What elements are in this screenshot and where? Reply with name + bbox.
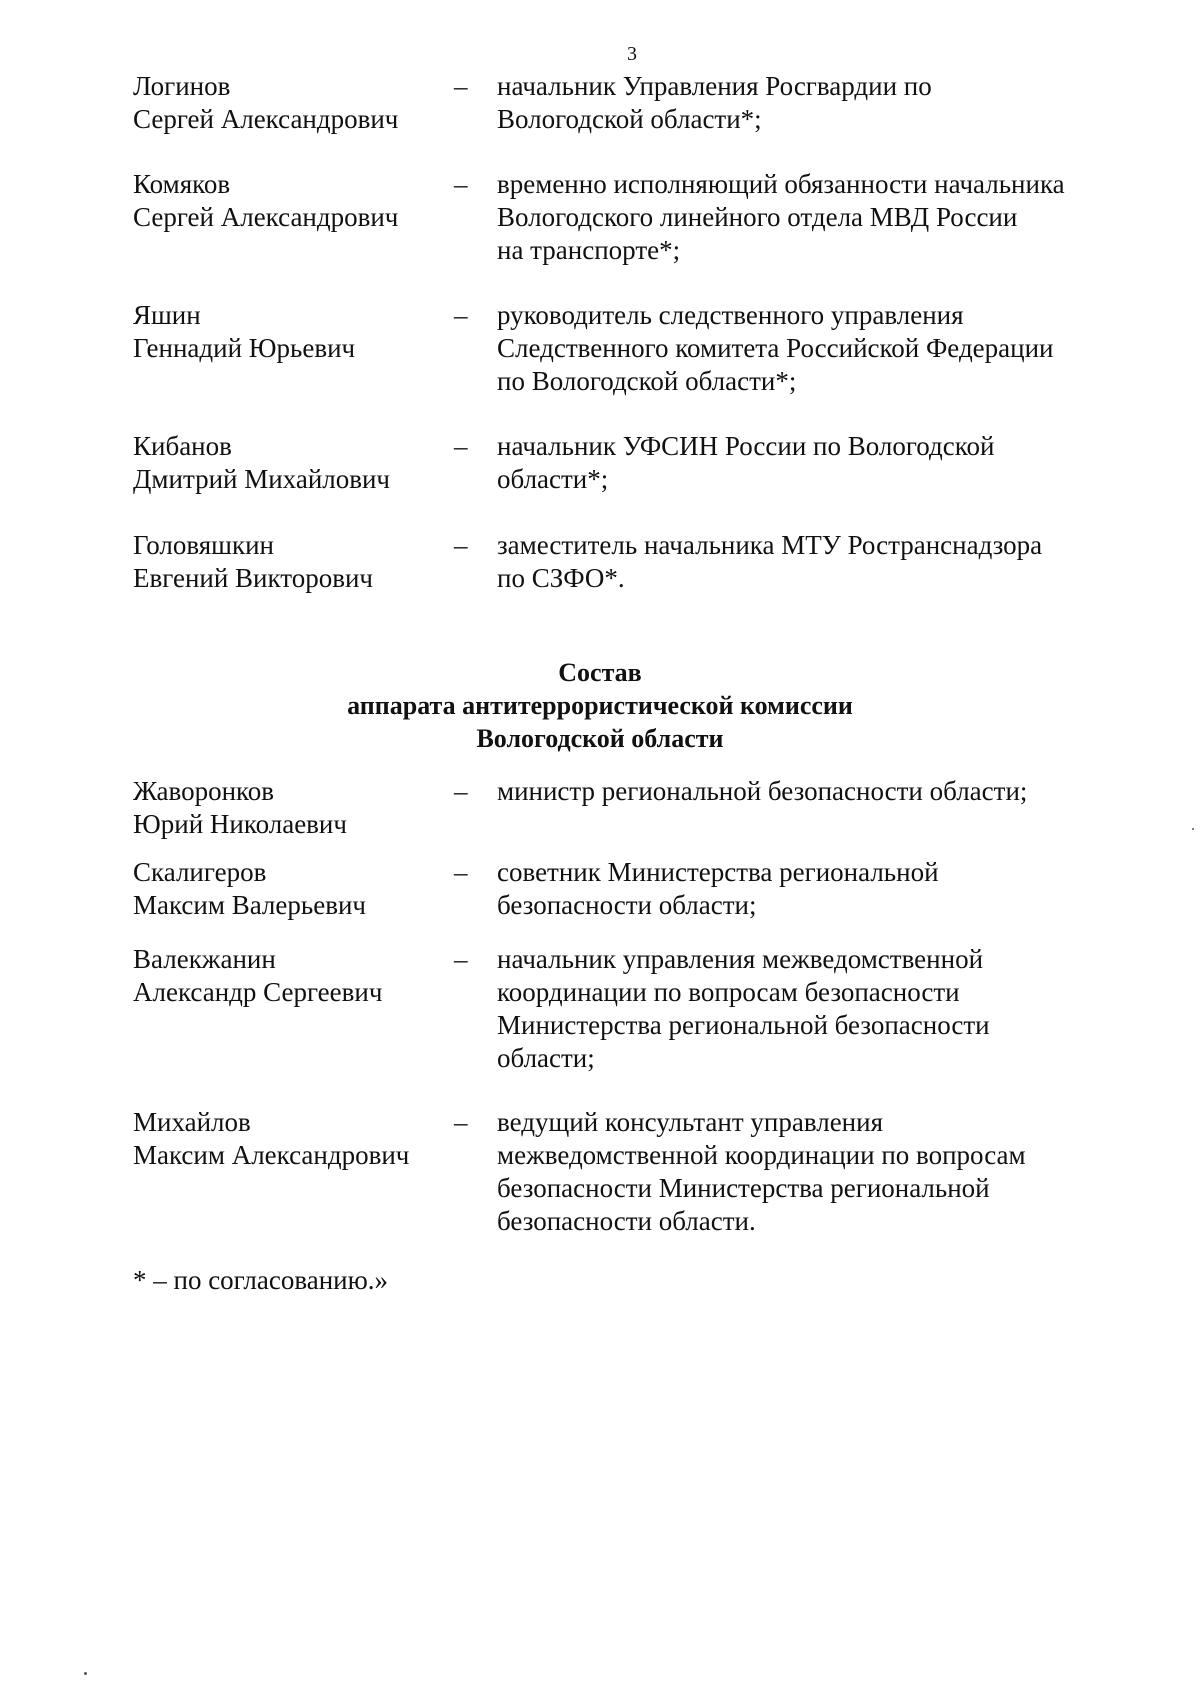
member-role: министр региональной безопасности области; <box>497 776 1028 806</box>
section-heading: Состав аппарата антитеррористической комиссии Вологодской области <box>347 658 853 753</box>
member-name: Михайлов Максим Александрович <box>133 1107 410 1170</box>
member-name: Логинов Сергей Александрович <box>133 71 399 134</box>
page-number: 3 <box>627 43 637 65</box>
member-role: временно исполняющий обязанности начальника Вологодского линейного отдела МВД России на транспорте*; <box>497 169 1065 265</box>
dash-separator: – <box>454 431 468 461</box>
dash-separator: – <box>454 944 468 974</box>
dash-separator: – <box>454 300 468 330</box>
member-role: советник Министерства региональной безопасности области; <box>497 857 939 920</box>
member-role: ведущий консультант управления межведомственной координации по вопросам безопасности Министерства региональной безопасности области. <box>497 1107 1026 1236</box>
member-name: Яшин Геннадий Юрьевич <box>133 300 356 363</box>
member-name: Скалигеров Максим Валерьевич <box>133 857 366 920</box>
member-name: Валекжанин Александр Сергеевич <box>133 944 383 1007</box>
member-role: начальник управления межведомственной координации по вопросам безопасности Министерства региональной безопасности области; <box>497 944 990 1073</box>
dash-separator: – <box>454 169 468 199</box>
dash-separator: – <box>454 530 468 560</box>
member-name: Кибанов Дмитрий Михайлович <box>133 431 391 494</box>
member-role: заместитель начальника МТУ Ространснадзора по СЗФО*. <box>497 530 1043 593</box>
member-role: начальник УФСИН России по Вологодской области*; <box>497 431 995 494</box>
dash-separator: – <box>454 776 468 806</box>
dash-separator: – <box>454 71 468 101</box>
scan-speck <box>84 1672 87 1675</box>
member-name: Комяков Сергей Александрович <box>133 169 399 232</box>
member-name: Головяшкин Евгений Викторович <box>133 530 373 593</box>
dash-separator: – <box>454 857 468 887</box>
footnote: * – по согласованию.» <box>133 1265 389 1295</box>
dash-separator: – <box>454 1107 468 1137</box>
scan-speck <box>1192 828 1194 830</box>
member-role: руководитель следственного управления Следственного комитета Российской Федерации по Вологодской области*; <box>497 300 1054 396</box>
member-name: Жаворонков Юрий Николаевич <box>133 776 347 839</box>
member-role: начальник Управления Росгвардии по Вологодской области*; <box>497 71 932 134</box>
